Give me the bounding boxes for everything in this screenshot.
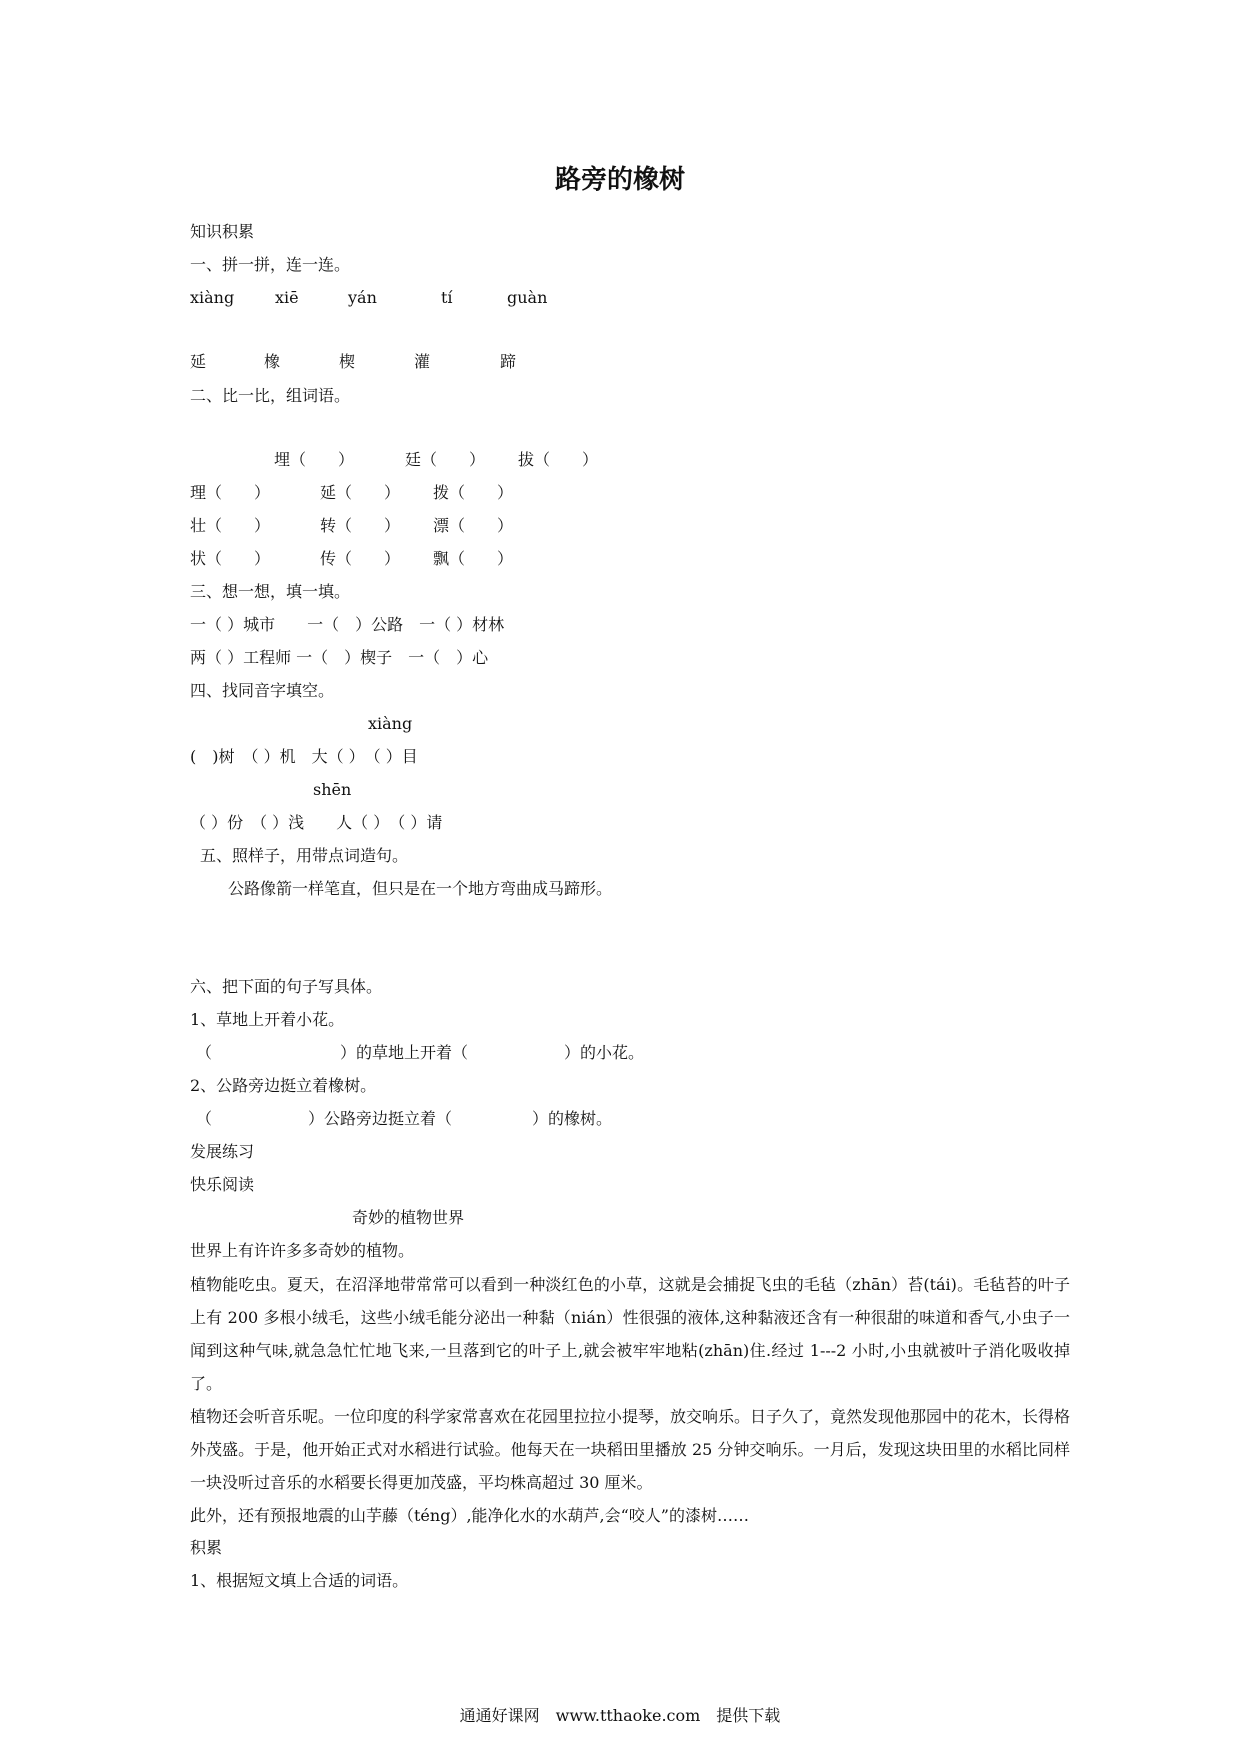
reading-title: 奇妙的植物世界 xyxy=(352,1208,465,1227)
q3-line-2: 两（ ）工程师 一（ ）楔子 一（ ）心 xyxy=(190,648,489,667)
q6-item-2: 2、公路旁边挺立着橡树。 xyxy=(190,1076,377,1095)
reading-paragraph-4: 此外，还有预报地震的山芋藤（téng）,能净化水的水葫芦,会“咬人”的漆树…… xyxy=(190,1506,749,1525)
section-knowledge: 知识积累 xyxy=(190,222,255,241)
q1-pinyin-2: xiē xyxy=(275,288,299,307)
q2-r3-c2: 转（ ） xyxy=(320,516,401,535)
q4-pinyin-1: xiàng xyxy=(368,714,413,733)
q1-char-3: 楔 xyxy=(339,352,356,371)
accumulate-item-1: 1、根据短文填上合适的词语。 xyxy=(190,1571,409,1590)
q1-char-1: 延 xyxy=(190,352,207,371)
q2-r2-c3: 拨（ ） xyxy=(433,483,514,502)
page-footer: 通通好课网 www.tthaoke.com 提供下载 xyxy=(459,1706,781,1725)
page-title: 路旁的橡树 xyxy=(554,165,685,195)
q3-heading: 三、想一想，填一填。 xyxy=(190,582,351,601)
q1-char-4: 灌 xyxy=(414,352,431,371)
q3-line-1: 一（ ）城市 一（ ）公路 一（ ）材林 xyxy=(190,615,505,634)
q2-r2-c2: 延（ ） xyxy=(320,483,401,502)
q2-r4-c2: 传（ ） xyxy=(320,549,401,568)
section-reading: 快乐阅读 xyxy=(190,1175,255,1194)
q2-r1-c2: 廷（ ） xyxy=(405,450,486,469)
accumulate-heading: 积累 xyxy=(190,1538,223,1557)
q2-r4-c3: 飘（ ） xyxy=(433,549,514,568)
q5-heading: 五、照样子，用带点词造句。 xyxy=(200,846,409,865)
q1-pinyin-4: tí xyxy=(441,288,453,307)
q1-heading: 一、拼一拼，连一连。 xyxy=(190,255,351,274)
q4-heading: 四、找同音字填空。 xyxy=(190,681,335,700)
q4-line-1: ( )树 （ ）机 大（ ） （ ）目 xyxy=(190,747,418,766)
section-develop: 发展练习 xyxy=(190,1142,255,1161)
q1-char-5: 蹄 xyxy=(500,352,517,371)
q2-r3-c1: 壮（ ） xyxy=(190,516,271,535)
q6-item-1-fill: （ ）的草地上开着（ ）的小花。 xyxy=(196,1043,645,1062)
q1-pinyin-3: yán xyxy=(348,288,377,307)
q2-r3-c3: 漂（ ） xyxy=(433,516,514,535)
reading-paragraph-1: 世界上有许许多多奇妙的植物。 xyxy=(190,1241,415,1260)
q6-item-2-fill: （ ）公路旁边挺立着（ ）的橡树。 xyxy=(196,1109,613,1128)
q2-r1-c3: 拔（ ） xyxy=(518,450,599,469)
q6-heading: 六、把下面的句子写具体。 xyxy=(190,977,383,996)
q4-line-2: （ ）份 （ ）浅 人（ ） （ ）请 xyxy=(190,813,443,832)
q5-example: 公路像箭一样笔直，但只是在一个地方弯曲成马蹄形。 xyxy=(228,879,613,898)
q1-char-2: 橡 xyxy=(264,352,281,371)
q2-heading: 二、比一比，组词语。 xyxy=(190,386,351,405)
q4-pinyin-2: shēn xyxy=(313,780,352,799)
q1-pinyin-1: xiàng xyxy=(190,288,235,307)
q2-r1-c1: 埋（ ） xyxy=(274,450,355,469)
reading-paragraph-3: 植物还会听音乐呢。一位印度的科学家常喜欢在花园里拉拉小提琴，放交响乐。日子久了，竟然发现他那园中的花木，长得格外茂盛。于是，他开始正式对水稻进行试验。他每天在一块稻田里播放 25 分钟交响乐。一月后，发现这块田里的水稻比同样一块没听过音乐的水稻要长得更加茂盛，平均株高超过 30 厘米。 xyxy=(190,1407,1071,1492)
q6-item-1: 1、草地上开着小花。 xyxy=(190,1010,345,1029)
reading-paragraph-2: 植物能吃虫。夏天，在沼泽地带常常可以看到一种淡红色的小草，这就是会捕捉飞虫的毛毡（zhān）苔(tái)。毛毡苔的叶子上有 200 多根小绒毛，这些小绒毛能分泌出一种黏（nián）性很强的液体,这种黏液还含有一种很甜的味道和香气,小虫子一闻到这种气味,就急急忙忙地飞来,一旦落到它的叶子上,就会被牢牢地粘(zhān)住.经过 1---2 小时,小虫就被叶子消化吸收掉了。 xyxy=(190,1275,1070,1393)
q2-r2-c1: 理（ ） xyxy=(190,483,271,502)
q1-pinyin-5: guàn xyxy=(507,288,548,307)
q2-r4-c1: 状（ ） xyxy=(190,549,271,568)
